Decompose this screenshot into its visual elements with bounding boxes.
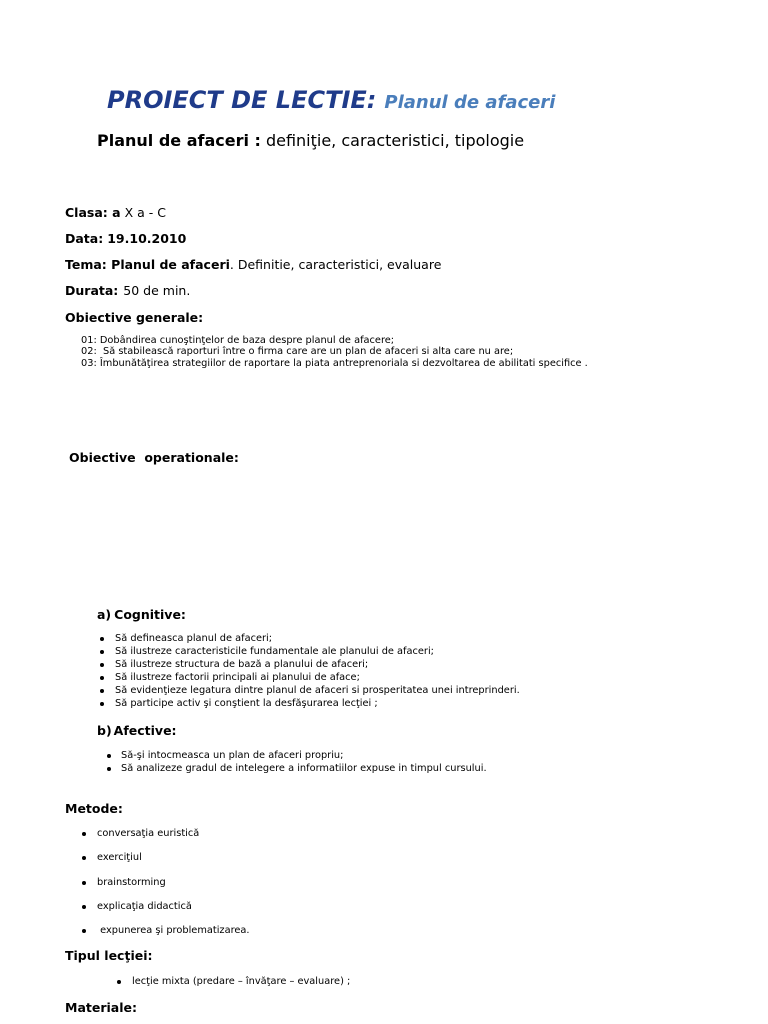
bullet-icon	[82, 929, 86, 933]
cognitive-item-text: Să evidenţieze legatura dintre planul de afaceri si prosperitatea unei intreprinderi.	[115, 685, 520, 696]
metoda-item-text: exerciţiul	[97, 852, 142, 863]
cognitive-marker: a)	[97, 607, 112, 622]
list-item	[100, 646, 434, 658]
obiectiv-general-text: 01: Dobândirea cunoştinţelor de baza despre planul de afacere;	[81, 335, 395, 346]
detail-tema	[65, 257, 441, 272]
afective-heading-text: Afective:	[113, 723, 177, 738]
bullet-icon	[100, 676, 104, 680]
document-title	[107, 86, 555, 115]
subtitle-topic: Planul de afaceri :	[97, 131, 261, 150]
bullet-icon	[82, 832, 86, 836]
cognitive-item-text: Să ilustreze factorii principali ai planului de aface;	[115, 672, 360, 683]
list-item	[100, 672, 360, 684]
afective-item-text: Să analizeze gradul de intelegere a informatiilor expuse in timpul cursului.	[121, 763, 487, 774]
list-item	[100, 659, 368, 671]
tipul-lectiei-item-text: lecţie mixta (predare – învăţare – evaluare) ;	[132, 976, 351, 987]
obiectiv-general-text: 02: Să stabilească raporturi între o firma care are un plan de afaceri si alta care nu are;	[81, 346, 514, 357]
afective-item-text: Să-şi intocmeasca un plan de afaceri propriu;	[121, 750, 344, 761]
metode-heading	[65, 801, 123, 816]
list-item	[117, 976, 350, 988]
obiective-operationale-heading	[69, 450, 239, 465]
obiectiv-general-text: 03: Îmbunătăţirea strategiilor de raportare la piata antreprenoriala si dezvoltarea de abilitati specifice .	[81, 358, 588, 369]
obiectiv-general-item	[81, 358, 588, 370]
metoda-item-text: brainstorming	[97, 877, 166, 888]
clasa-label: Clasa: a	[65, 205, 121, 220]
obiective-generale-heading-text: Obiective generale:	[65, 310, 204, 325]
afective-marker: b)	[97, 723, 112, 738]
bullet-icon	[82, 905, 86, 909]
tema-value: . Definitie, caracteristici, evaluare	[229, 257, 442, 272]
list-item	[82, 925, 250, 937]
list-item	[82, 901, 192, 913]
bullet-icon	[100, 689, 104, 693]
subtitle-description: definiţie, caracteristici, tipologie	[265, 131, 525, 150]
metoda-item-text: conversaţia euristică	[97, 828, 200, 839]
tema-label: Tema: Planul de afaceri	[65, 257, 230, 272]
list-item	[82, 877, 166, 889]
bullet-icon	[107, 754, 111, 758]
detail-clasa	[65, 205, 166, 220]
tipul-lectiei-heading-text: Tipul lecţiei:	[65, 948, 153, 963]
title-sub: Planul de afaceri	[384, 92, 556, 113]
obiectiv-general-item	[81, 335, 394, 347]
cognitive-item-text: Să defineasca planul de afaceri;	[115, 633, 273, 644]
bullet-icon	[117, 980, 121, 984]
cognitive-heading-text: Cognitive:	[114, 607, 186, 622]
clasa-value: X a - C	[124, 205, 166, 220]
bullet-icon	[107, 767, 111, 771]
list-item	[82, 828, 199, 840]
metode-heading-text: Metode:	[65, 801, 123, 816]
detail-durata	[65, 283, 190, 298]
list-item	[100, 698, 378, 710]
data-label: Data:	[65, 231, 104, 246]
durata-label: Durata:	[65, 283, 119, 298]
detail-data	[65, 231, 186, 246]
list-item	[100, 685, 520, 697]
bullet-icon	[100, 663, 104, 667]
metoda-item-text: expunerea şi problematizarea.	[97, 925, 250, 936]
materiale-heading-text: Materiale:	[65, 1000, 137, 1015]
list-item	[107, 750, 343, 762]
data-value: 19.10.2010	[107, 231, 187, 246]
materiale-heading	[65, 1000, 137, 1015]
durata-value: 50 de min.	[123, 283, 191, 298]
cognitive-item-text: Să ilustreze structura de bază a planului de afaceri;	[115, 659, 369, 670]
bullet-icon	[100, 650, 104, 654]
list-item	[100, 633, 272, 645]
cognitive-item-text: Să participe activ şi conştient la desfăşurarea lecţiei ;	[115, 698, 378, 709]
title-main: PROIECT DE LECTIE:	[107, 86, 377, 114]
document-subtitle	[97, 131, 524, 150]
afective-heading	[97, 723, 177, 738]
bullet-icon	[82, 881, 86, 885]
bullet-icon	[100, 702, 104, 706]
cognitive-heading	[97, 607, 186, 622]
list-item	[107, 763, 487, 775]
list-item	[82, 852, 142, 864]
metoda-item-text: explicaţia didactică	[97, 901, 192, 912]
bullet-icon	[82, 856, 86, 860]
obiective-operationale-heading-text: Obiective operationale:	[69, 450, 239, 465]
tipul-lectiei-heading	[65, 948, 153, 963]
bullet-icon	[100, 637, 104, 641]
obiectiv-general-item	[81, 346, 513, 358]
obiective-generale-heading	[65, 310, 203, 325]
cognitive-item-text: Să ilustreze caracteristicile fundamentale ale planului de afaceri;	[115, 646, 434, 657]
